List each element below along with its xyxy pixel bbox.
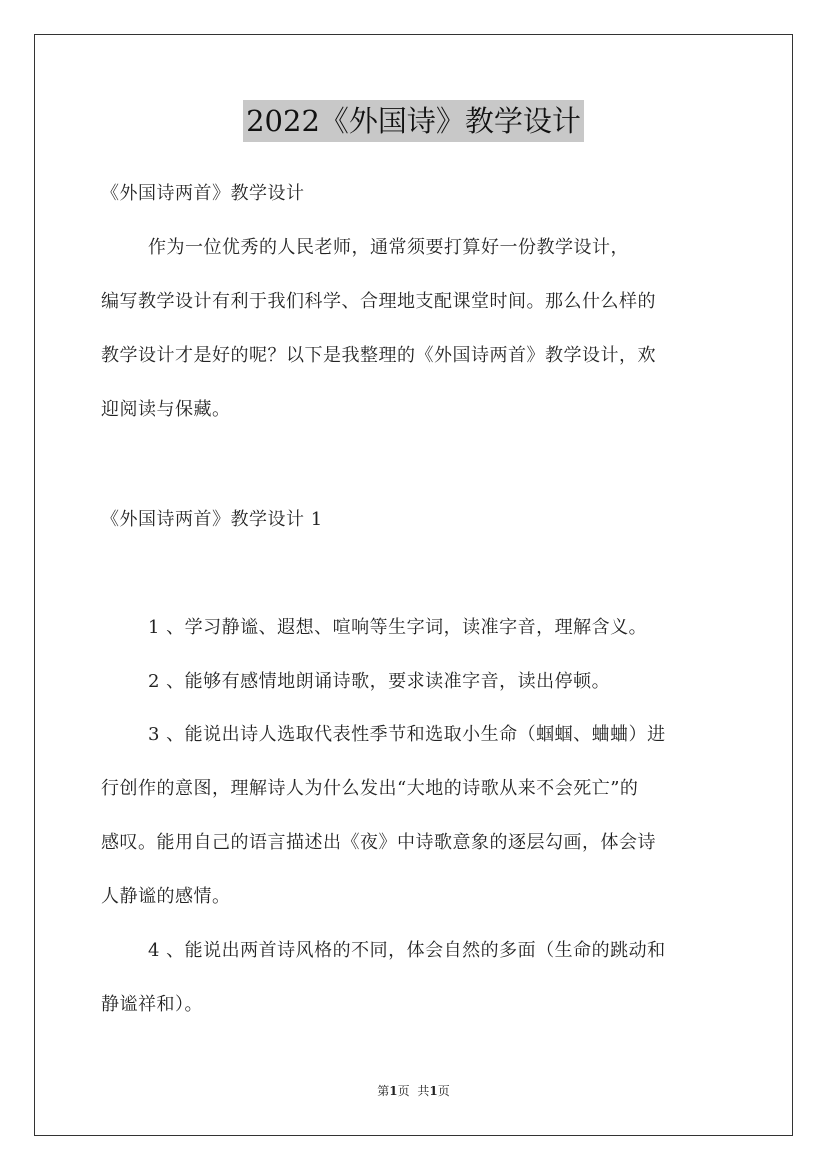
objective-line: 感叹。能用自己的语言描述出《夜》中诗歌意象的逐层勾画，体会诗 bbox=[101, 832, 656, 853]
objective-line: 3 、能说出诗人选取代表性季节和选取小生命（蝈蝈、蛐蛐）进 bbox=[148, 724, 666, 745]
intro-line: 迎阅读与保藏。 bbox=[101, 399, 231, 420]
objective-line: 4 、能说出两首诗风格的不同，体会自然的多面（生命的跳动和 bbox=[148, 940, 666, 961]
section-heading: 《外国诗两首》教学设计 1 bbox=[101, 509, 323, 530]
intro-line: 编写教学设计有利于我们科学、合理地支配课堂时间。那么什么样的 bbox=[101, 291, 656, 312]
footer-total-suffix: 页 bbox=[437, 1084, 450, 1098]
footer-total-number: 1 bbox=[429, 1084, 438, 1098]
objective-line: 行创作的意图，理解诗人为什么发出“大地的诗歌从来不会死亡”的 bbox=[101, 778, 639, 799]
page-footer bbox=[0, 1082, 827, 1099]
subtitle: 《外国诗两首》教学设计 bbox=[101, 183, 305, 204]
intro-line: 作为一位优秀的人民老师，通常须要打算好一份教学设计， bbox=[148, 237, 629, 258]
footer-page-suffix: 页 bbox=[397, 1084, 410, 1098]
title-wrap bbox=[0, 100, 827, 142]
footer-page-number: 1 bbox=[389, 1084, 398, 1098]
objective-line: 1 、学习静谧、遐想、喧响等生字词，读准字音，理解含义。 bbox=[148, 617, 648, 638]
footer-total-prefix: 共 bbox=[417, 1084, 430, 1098]
intro-line: 教学设计才是好的呢？以下是我整理的《外国诗两首》教学设计，欢 bbox=[101, 345, 656, 366]
footer-page-prefix: 第 bbox=[377, 1084, 390, 1098]
objective-line: 人静谧的感情。 bbox=[101, 886, 231, 907]
document-title: 2022《外国诗》教学设计 bbox=[243, 100, 584, 142]
objective-line: 静谧祥和）。 bbox=[101, 994, 203, 1015]
objective-line: 2 、能够有感情地朗诵诗歌，要求读准字音，读出停顿。 bbox=[148, 671, 611, 692]
